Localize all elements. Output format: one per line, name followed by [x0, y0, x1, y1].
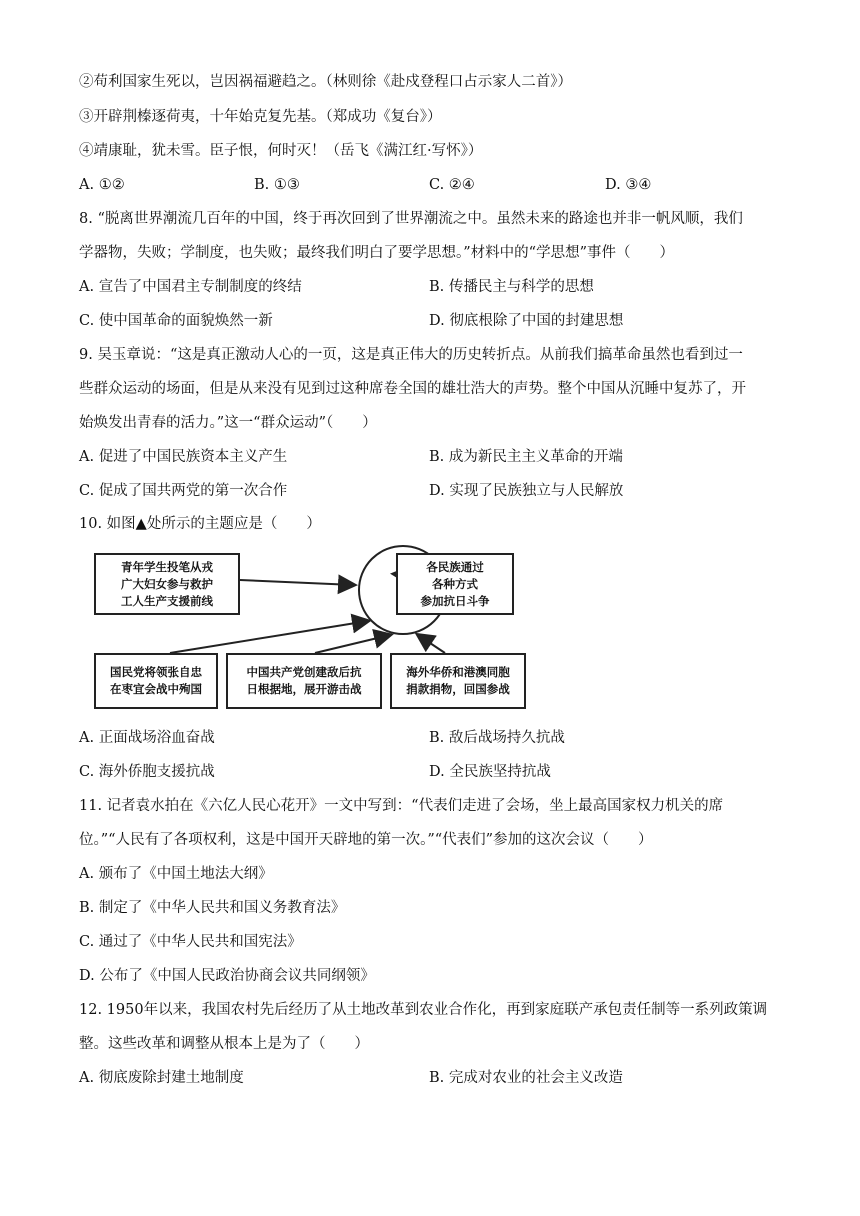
q11-option-b[interactable]: B. 制定了《中华人民共和国义务教育法》 — [79, 900, 346, 916]
box-bottom-mid-line-1: 中国共产党创建敌后抗 — [246, 665, 362, 679]
q7-item-2: ②苟利国家生死以，岂因祸福避趋之。（林则徐《赴戍登程口占示家人二首》） — [79, 74, 572, 90]
q8-option-b[interactable]: B. 传播民主与科学的思想 — [429, 279, 594, 295]
q9-option-a[interactable]: A. 促进了中国民族资本主义产生 — [79, 449, 288, 465]
q10-option-b[interactable]: B. 敌后战场持久抗战 — [429, 730, 565, 746]
q7-item-3: ③开辟荆榛逐荷夷，十年始克复先基。（郑成功《复台》） — [79, 109, 442, 125]
box-top-left — [94, 553, 240, 615]
q11-option-a[interactable]: A. 颁布了《中国土地法大纲》 — [79, 866, 273, 882]
q9-stem-line-3: 始焕发出青春的活力。”这一“群众运动”（ ） — [79, 415, 377, 431]
q12-stem-line-1: 12. 1950年以来，我国农村先后经历了从土地改革到农业合作化，再到家庭联产承包责任制等一系列政策调 — [79, 1002, 768, 1018]
q10-stem: 10. 如图▲处所示的主题应是（ ） — [79, 516, 321, 532]
box-top-left-line-3: 工人生产支援前线 — [121, 593, 213, 608]
box-top-left-line-2: 广大妇女参与救护 — [121, 576, 213, 591]
q8-option-c[interactable]: C. 使中国革命的面貌焕然一新 — [79, 313, 273, 329]
box-bottom-left — [94, 653, 218, 709]
box-bottom-mid-line-2: 日根据地，展开游击战 — [246, 682, 362, 696]
box-bottom-mid — [226, 653, 382, 709]
box-bottom-right-line-2: 捐款捐物，回国参战 — [406, 682, 510, 696]
q7-option-a[interactable]: A. ①② — [79, 177, 125, 193]
q8-stem-line-2: 学器物，失败；学制度，也失败；最终我们明白了要学思想。”材料中的“学思想”事件（ ） — [79, 245, 674, 261]
box-bottom-left-line-1: 国民党将领张自忠 — [110, 665, 202, 679]
q10-option-d[interactable]: D. 全民族坚持抗战 — [429, 764, 551, 780]
q7-option-c[interactable]: C. ②④ — [429, 177, 475, 193]
q12-option-b[interactable]: B. 完成对农业的社会主义改造 — [429, 1070, 623, 1086]
q11-option-d[interactable]: D. 公布了《中国人民政治协商会议共同纲领》 — [79, 968, 375, 984]
q11-stem-line-2: 位。”“人民有了各项权利，这是中国开天辟地的第一次。”“代表们”参加的这次会议（ ） — [79, 832, 653, 848]
q12-option-a[interactable]: A. 彻底废除封建土地制度 — [79, 1070, 244, 1086]
box-top-right-line-2: 各种方式 — [432, 576, 478, 591]
q10-diagram — [90, 545, 530, 715]
q7-item-4: ④靖康耻，犹未雪。臣子恨，何时灭！（岳飞《满江红·写怀》） — [79, 143, 483, 159]
q9-option-d[interactable]: D. 实现了民族独立与人民解放 — [429, 483, 624, 499]
q11-stem-line-1: 11. 记者袁水拍在《六亿人民心花开》一文中写到：“代表们走进了会场，坐上最高国家权力机关的席 — [79, 798, 724, 814]
q8-option-a[interactable]: A. 宣告了中国君主专制制度的终结 — [79, 279, 302, 295]
q10-option-a[interactable]: A. 正面战场浴血奋战 — [79, 730, 215, 746]
q9-stem-line-1: 9. 吴玉章说：“这是真正激动人心的一页，这是真正伟大的历史转折点。从前我们搞革命虽然也看到过一 — [79, 347, 743, 363]
box-bottom-right-line-1: 海外华侨和港澳同胞 — [406, 665, 510, 679]
q9-option-b[interactable]: B. 成为新民主主义革命的开端 — [429, 449, 623, 465]
q12-stem-line-2: 整。这些改革和调整从根本上是为了（ ） — [79, 1036, 369, 1052]
box-bottom-left-line-2: 在枣宜会战中殉国 — [110, 682, 202, 696]
q7-option-d[interactable]: D. ③④ — [605, 177, 652, 193]
q11-option-c[interactable]: C. 通过了《中华人民共和国宪法》 — [79, 934, 302, 950]
box-top-right-line-1: 各民族通过 — [426, 559, 484, 574]
q9-option-c[interactable]: C. 促成了国共两党的第一次合作 — [79, 483, 288, 499]
q8-stem-line-1: 8. “脱离世界潮流几百年的中国，终于再次回到了世界潮流之中。虽然未来的路途也并非一帆风顺，我们 — [79, 211, 743, 227]
q10-option-c[interactable]: C. 海外侨胞支援抗战 — [79, 764, 215, 780]
q9-stem-line-2: 些群众运动的场面，但是从来没有见到过这种席卷全国的雄壮浩大的声势。整个中国从沉睡中复苏了，开 — [79, 381, 746, 397]
q7-option-b[interactable]: B. ①③ — [254, 177, 300, 193]
box-top-left-line-1: 青年学生投笔从戎 — [121, 559, 213, 574]
box-top-right-line-3: 参加抗日斗争 — [420, 593, 490, 608]
box-bottom-right — [390, 653, 526, 709]
box-top-right — [396, 553, 514, 615]
q8-option-d[interactable]: D. 彻底根除了中国的封建思想 — [429, 313, 624, 329]
